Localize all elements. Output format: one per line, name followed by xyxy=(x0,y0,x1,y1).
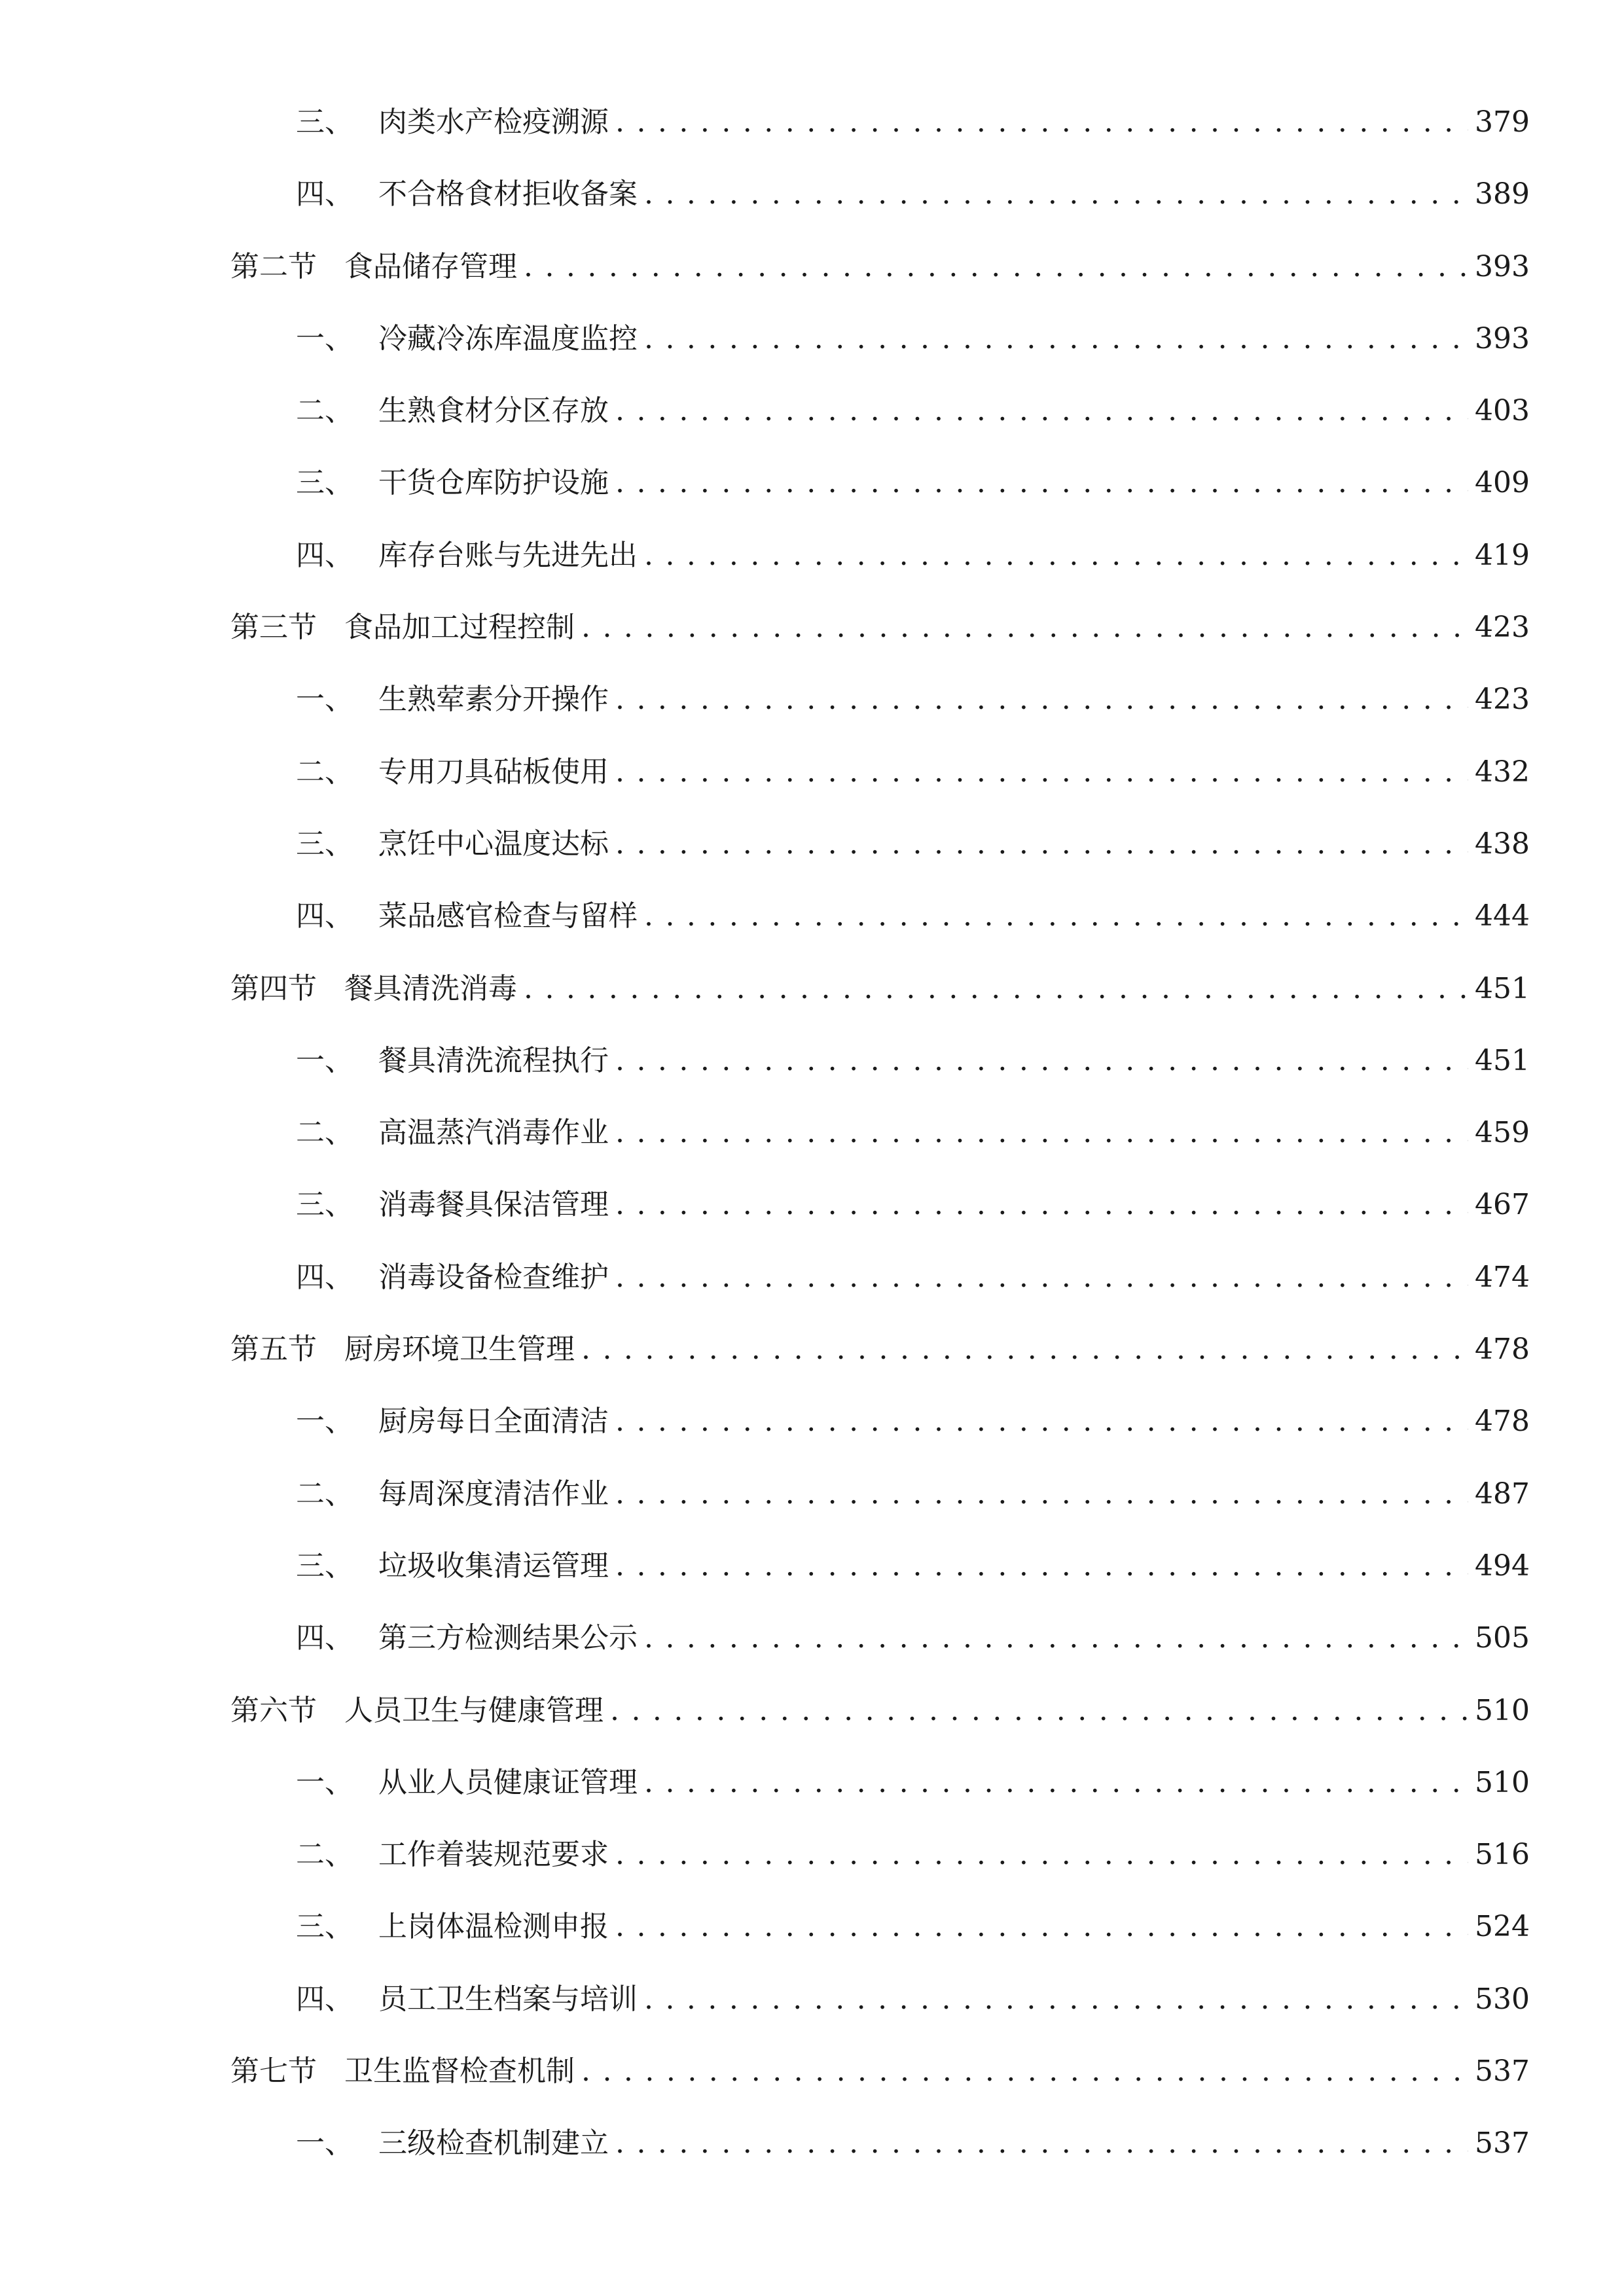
toc-subsection-entry[interactable] xyxy=(230,1747,1528,1819)
toc-entry-page-number: 530 xyxy=(1475,1982,1530,2016)
toc-subsection-entry[interactable] xyxy=(230,2108,1528,2179)
dot-leader xyxy=(581,592,1468,664)
toc-entry-title: 人员卫生与健康管理 xyxy=(344,1693,604,1727)
toc-entry-title: 员工卫生档案与培训 xyxy=(378,1982,638,2016)
toc-entry-title: 食品加工过程控制 xyxy=(344,611,575,645)
toc-entry-number: 四、 xyxy=(296,1982,353,2016)
dot-leader xyxy=(615,447,1468,519)
toc-section-entry[interactable] xyxy=(230,231,1528,303)
toc-subsection-entry[interactable] xyxy=(230,1386,1528,1458)
toc-entry-page-number: 451 xyxy=(1475,1043,1530,1077)
toc-entry-title: 厨房环境卫生管理 xyxy=(344,1333,575,1367)
toc-entry-number: 二、 xyxy=(296,1116,353,1150)
dot-leader xyxy=(644,1964,1468,2036)
toc-entry-number: 四、 xyxy=(296,899,353,933)
toc-entry-number: 第六节 xyxy=(230,1693,317,1727)
toc-entry-number: 三、 xyxy=(296,105,353,139)
toc-subsection-entry[interactable] xyxy=(230,880,1528,952)
toc-subsection-entry[interactable] xyxy=(230,1819,1528,1891)
toc-entry-number: 第四节 xyxy=(230,971,317,1005)
toc-entry-title: 餐具清洗消毒 xyxy=(344,971,517,1005)
toc-entry-page-number: 423 xyxy=(1475,611,1530,645)
toc-section-entry[interactable] xyxy=(230,592,1528,664)
toc-entry-number: 二、 xyxy=(296,755,353,789)
toc-entry-title: 卫生监督检查机制 xyxy=(344,2054,575,2089)
toc-entry-page-number: 474 xyxy=(1475,1260,1530,1294)
toc-subsection-entry[interactable] xyxy=(230,447,1528,519)
toc-entry-title: 食品储存管理 xyxy=(344,249,517,283)
toc-entry-number: 三、 xyxy=(296,1188,353,1222)
toc-subsection-entry[interactable] xyxy=(230,664,1528,736)
toc-entry-page-number: 478 xyxy=(1475,1405,1530,1439)
dot-leader xyxy=(615,1025,1468,1097)
toc-entry-page-number: 403 xyxy=(1475,394,1530,428)
toc-entry-page-number: 478 xyxy=(1475,1333,1530,1367)
dot-leader xyxy=(615,1819,1468,1891)
toc-subsection-entry[interactable] xyxy=(230,375,1528,447)
toc-entry-title: 每周深度清洁作业 xyxy=(378,1477,609,1511)
toc-entry-page-number: 389 xyxy=(1475,177,1530,211)
toc-entry-number: 第五节 xyxy=(230,1333,317,1367)
toc-entry-title: 专用刀具砧板使用 xyxy=(378,755,609,789)
table-of-contents xyxy=(230,86,1528,2180)
toc-entry-number: 三、 xyxy=(296,827,353,861)
toc-entry-number: 三、 xyxy=(296,1910,353,1944)
toc-entry-page-number: 393 xyxy=(1475,249,1530,283)
toc-entry-page-number: 432 xyxy=(1475,755,1530,789)
toc-entry-title: 垃圾收集清运管理 xyxy=(378,1549,609,1583)
toc-subsection-entry[interactable] xyxy=(230,1025,1528,1097)
toc-entry-title: 上岗体温检测申报 xyxy=(378,1910,609,1944)
dot-leader xyxy=(615,1458,1468,1530)
toc-entry-page-number: 459 xyxy=(1475,1116,1530,1150)
toc-entry-page-number: 487 xyxy=(1475,1477,1530,1511)
toc-subsection-entry[interactable] xyxy=(230,520,1528,592)
dot-leader xyxy=(644,303,1468,375)
toc-entry-page-number: 444 xyxy=(1475,899,1530,933)
dot-leader xyxy=(615,1097,1468,1169)
toc-entry-number: 一、 xyxy=(296,1405,353,1439)
dot-leader xyxy=(644,158,1468,230)
toc-subsection-entry[interactable] xyxy=(230,1530,1528,1602)
toc-entry-number: 四、 xyxy=(296,1260,353,1294)
toc-subsection-entry[interactable] xyxy=(230,303,1528,375)
toc-entry-page-number: 537 xyxy=(1475,2054,1530,2089)
toc-entry-page-number: 393 xyxy=(1475,321,1530,355)
toc-entry-number: 一、 xyxy=(296,1765,353,1799)
toc-entry-title: 第三方检测结果公示 xyxy=(378,1621,638,1655)
toc-entry-title: 消毒餐具保洁管理 xyxy=(378,1188,609,1222)
toc-subsection-entry[interactable] xyxy=(230,1097,1528,1169)
dot-leader xyxy=(615,664,1468,736)
toc-entry-title: 生熟食材分区存放 xyxy=(378,394,609,428)
toc-entry-number: 四、 xyxy=(296,1621,353,1655)
toc-subsection-entry[interactable] xyxy=(230,86,1528,158)
dot-leader xyxy=(644,520,1468,592)
toc-entry-title: 菜品感官检查与留样 xyxy=(378,899,638,933)
toc-entry-page-number: 524 xyxy=(1475,1910,1530,1944)
toc-entry-page-number: 510 xyxy=(1475,1765,1530,1799)
dot-leader xyxy=(581,1314,1468,1386)
toc-section-entry[interactable] xyxy=(230,2036,1528,2108)
toc-entry-title: 冷藏冷冻库温度监控 xyxy=(378,321,638,355)
toc-entry-number: 一、 xyxy=(296,321,353,355)
toc-entry-title: 不合格食材拒收备案 xyxy=(378,177,638,211)
toc-subsection-entry[interactable] xyxy=(230,1169,1528,1241)
toc-entry-title: 三级检查机制建立 xyxy=(378,2126,609,2161)
toc-section-entry[interactable] xyxy=(230,1675,1528,1747)
toc-entry-number: 四、 xyxy=(296,177,353,211)
toc-entry-number: 二、 xyxy=(296,1477,353,1511)
toc-entry-title: 库存台账与先进先出 xyxy=(378,538,638,572)
toc-subsection-entry[interactable] xyxy=(230,1891,1528,1963)
dot-leader xyxy=(644,1747,1468,1819)
toc-entry-number: 一、 xyxy=(296,1043,353,1077)
toc-entry-number: 一、 xyxy=(296,683,353,717)
toc-subsection-entry[interactable] xyxy=(230,158,1528,230)
toc-subsection-entry[interactable] xyxy=(230,808,1528,880)
toc-entry-number: 一、 xyxy=(296,2126,353,2161)
dot-leader xyxy=(610,1675,1468,1747)
dot-leader xyxy=(524,953,1468,1025)
toc-entry-page-number: 438 xyxy=(1475,827,1530,861)
toc-section-entry[interactable] xyxy=(230,1314,1528,1386)
dot-leader xyxy=(615,1530,1468,1602)
toc-entry-page-number: 379 xyxy=(1475,105,1530,139)
toc-subsection-entry[interactable] xyxy=(230,736,1528,808)
dot-leader xyxy=(615,736,1468,808)
toc-entry-page-number: 505 xyxy=(1475,1621,1530,1655)
toc-entry-title: 消毒设备检查维护 xyxy=(378,1260,609,1294)
toc-entry-page-number: 409 xyxy=(1475,466,1530,500)
dot-leader xyxy=(644,1602,1468,1674)
toc-entry-page-number: 494 xyxy=(1475,1549,1530,1583)
toc-subsection-entry[interactable] xyxy=(230,1602,1528,1674)
toc-entry-title: 生熟荤素分开操作 xyxy=(378,683,609,717)
dot-leader xyxy=(615,1386,1468,1458)
toc-entry-title: 烹饪中心温度达标 xyxy=(378,827,609,861)
toc-entry-title: 干货仓库防护设施 xyxy=(378,466,609,500)
toc-entry-number: 二、 xyxy=(296,1838,353,1872)
toc-entry-title: 从业人员健康证管理 xyxy=(378,1765,638,1799)
toc-entry-number: 二、 xyxy=(296,394,353,428)
toc-subsection-entry[interactable] xyxy=(230,1964,1528,2036)
toc-entry-number: 第七节 xyxy=(230,2054,317,2089)
toc-subsection-entry[interactable] xyxy=(230,1458,1528,1530)
toc-entry-title: 厨房每日全面清洁 xyxy=(378,1405,609,1439)
dot-leader xyxy=(615,1169,1468,1241)
toc-entry-page-number: 423 xyxy=(1475,683,1530,717)
dot-leader xyxy=(615,1891,1468,1963)
dot-leader xyxy=(644,880,1468,952)
dot-leader xyxy=(615,1242,1468,1314)
toc-entry-page-number: 510 xyxy=(1475,1693,1530,1727)
dot-leader xyxy=(615,808,1468,880)
toc-entry-title: 餐具清洗流程执行 xyxy=(378,1043,609,1077)
toc-entry-page-number: 516 xyxy=(1475,1838,1530,1872)
toc-subsection-entry[interactable] xyxy=(230,1242,1528,1314)
toc-entry-title: 工作着装规范要求 xyxy=(378,1838,609,1872)
dot-leader xyxy=(524,231,1468,303)
toc-entry-title: 高温蒸汽消毒作业 xyxy=(378,1116,609,1150)
toc-entry-number: 三、 xyxy=(296,466,353,500)
toc-entry-number: 三、 xyxy=(296,1549,353,1583)
toc-section-entry[interactable] xyxy=(230,953,1528,1025)
toc-entry-page-number: 419 xyxy=(1475,538,1530,572)
toc-entry-number: 四、 xyxy=(296,538,353,572)
toc-entry-page-number: 451 xyxy=(1475,971,1530,1005)
toc-entry-number: 第三节 xyxy=(230,611,317,645)
toc-entry-page-number: 537 xyxy=(1475,2126,1530,2161)
dot-leader xyxy=(581,2036,1468,2108)
dot-leader xyxy=(615,375,1468,447)
dot-leader xyxy=(615,86,1468,158)
dot-leader xyxy=(615,2108,1468,2179)
toc-entry-page-number: 467 xyxy=(1475,1188,1530,1222)
toc-entry-number: 第二节 xyxy=(230,249,317,283)
toc-entry-title: 肉类水产检疫溯源 xyxy=(378,105,609,139)
